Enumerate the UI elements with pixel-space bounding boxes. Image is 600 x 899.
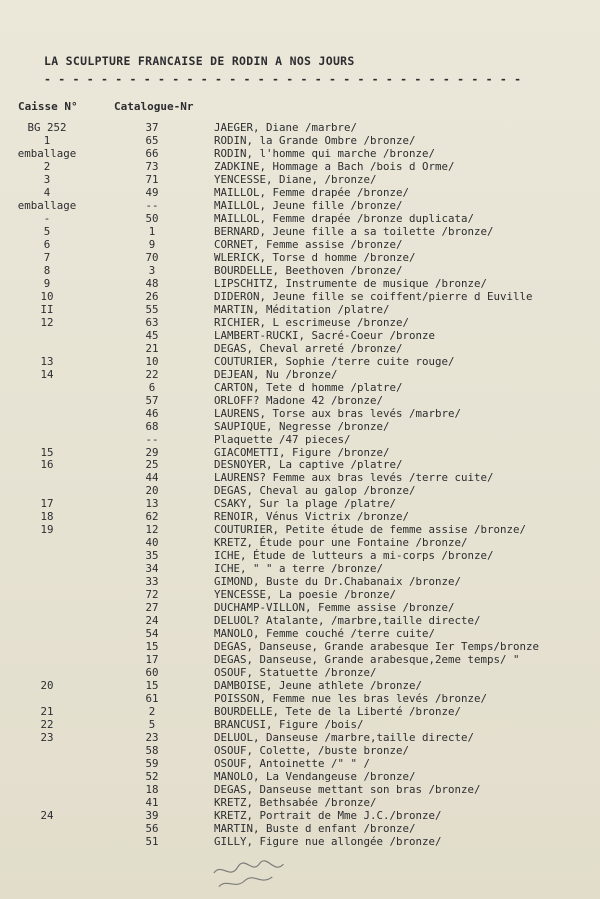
catalogue-number: 5 — [148, 718, 156, 732]
artwork-description: ORLOFF? Madone 42 /bronze/ — [214, 393, 384, 407]
catalogue-number: 2 — [148, 705, 156, 719]
caisse-number: 7 — [43, 250, 51, 264]
caisse-number: 12 — [40, 315, 54, 329]
table-row — [0, 355, 600, 368]
table-row — [0, 277, 600, 290]
table-row — [0, 666, 600, 679]
catalogue-number: 61 — [145, 692, 159, 706]
table-row — [0, 368, 600, 381]
artwork-description: KRETZ, Portrait de Mme J.C./bronze/ — [214, 808, 442, 822]
artwork-description: CSAKY, Sur la plage /platre/ — [214, 497, 397, 511]
artwork-description: GILLY, Figure nue allongée /bronze/ — [214, 834, 442, 848]
artwork-description: BOURDELLE, Tete de la Liberté /bronze/ — [214, 705, 462, 719]
artwork-description: RODIN, l'homme qui marche /bronze/ — [214, 146, 436, 160]
catalogue-number: 29 — [145, 445, 159, 459]
catalogue-number: 40 — [145, 536, 159, 550]
caisse-number: 20 — [40, 679, 54, 693]
caisse-number: emballage — [17, 146, 77, 160]
table-row — [0, 160, 600, 173]
artwork-description: ICHE, " " a terre /bronze/ — [214, 562, 384, 576]
table-row — [0, 718, 600, 731]
catalogue-number: 46 — [145, 406, 159, 420]
artwork-description: CORNET, Femme assise /bronze/ — [214, 237, 403, 251]
table-row — [0, 433, 600, 446]
artwork-description: DELUOL? Atalante, /marbre,taille directe/ — [214, 614, 481, 628]
catalogue-number: 63 — [145, 315, 159, 329]
artwork-description: BERNARD, Jeune fille a sa toilette /bronze/ — [214, 224, 494, 238]
caisse-number: emballage — [17, 198, 77, 212]
artwork-description: Plaquette /47 pieces/ — [214, 432, 351, 446]
artwork-description: DUCHAMP-VILLON, Femme assise /bronze/ — [214, 601, 455, 615]
catalogue-number: 57 — [145, 393, 159, 407]
catalogue-number: 59 — [145, 757, 159, 771]
artwork-description: BOURDELLE, Beethoven /bronze/ — [214, 263, 403, 277]
handwritten-signature — [211, 853, 303, 893]
caisse-number: 10 — [40, 289, 54, 303]
catalogue-number: 35 — [145, 549, 159, 563]
caisse-number: II — [40, 302, 54, 316]
catalogue-number: 71 — [145, 172, 159, 186]
table-row — [0, 394, 600, 407]
catalogue-number: -- — [145, 432, 159, 446]
caisse-number: 24 — [40, 808, 54, 822]
table-row — [0, 835, 600, 848]
catalogue-number: 56 — [145, 821, 159, 835]
catalogue-number: 27 — [145, 601, 159, 615]
table-row — [0, 303, 600, 316]
table-row — [0, 679, 600, 692]
caisse-number: 13 — [40, 354, 54, 368]
caisse-number: 8 — [43, 263, 51, 277]
catalogue-number: 24 — [145, 614, 159, 628]
table-row — [0, 796, 600, 809]
catalogue-number: 3 — [148, 263, 156, 277]
catalogue-number: 66 — [145, 146, 159, 160]
caisse-number: - — [43, 211, 51, 225]
catalogue-number: 10 — [145, 354, 159, 368]
artwork-description: DIDERON, Jeune fille se coiffent/pierre d Euville — [214, 289, 533, 303]
catalogue-number: 72 — [145, 588, 159, 602]
caisse-number: 4 — [43, 185, 51, 199]
artwork-description: COUTURIER, Petite étude de femme assise /bronze/ — [214, 523, 527, 537]
table-row — [0, 770, 600, 783]
artwork-description: POISSON, Femme nue les bras levés /bronze/ — [214, 692, 488, 706]
artwork-description: DEGAS, Danseuse mettant son bras /bronze/ — [214, 782, 481, 796]
table-row — [0, 446, 600, 459]
catalogue-number: 70 — [145, 250, 159, 264]
artwork-description: MANOLO, Femme couché /terre cuite/ — [214, 627, 436, 641]
caisse-number: 21 — [40, 705, 54, 719]
artwork-description: DEGAS, Cheval au galop /bronze/ — [214, 484, 416, 498]
catalogue-number: 6 — [148, 380, 156, 394]
catalogue-number: 45 — [145, 328, 159, 342]
table-row — [0, 549, 600, 562]
catalogue-number: 12 — [145, 523, 159, 537]
caisse-number: 3 — [43, 172, 51, 186]
table-row — [0, 705, 600, 718]
catalogue-number: 9 — [148, 237, 156, 251]
catalogue-number: 21 — [145, 341, 159, 355]
table-row — [0, 173, 600, 186]
table-row — [0, 575, 600, 588]
artwork-description: BRANCUSI, Figure /bois/ — [214, 718, 364, 732]
table-row — [0, 484, 600, 497]
artwork-description: SAUPIQUE, Negresse /bronze/ — [214, 419, 390, 433]
caisse-number: 6 — [43, 237, 51, 251]
title-underline: - - - - - - - - - - - - - - - - - - - - - - - - - - - - - - - - - - — [44, 72, 522, 86]
table-row — [0, 199, 600, 212]
caisse-number: 15 — [40, 445, 54, 459]
artwork-description: MANOLO, La Vendangeuse /bronze/ — [214, 770, 416, 783]
caisse-number: 5 — [43, 224, 51, 238]
caisse-number: 2 — [43, 159, 51, 173]
table-row — [0, 497, 600, 510]
artwork-description: GIACOMETTI, Figure /bronze/ — [214, 445, 390, 459]
catalogue-number: 33 — [145, 575, 159, 589]
catalogue-number: 18 — [145, 782, 159, 796]
artwork-description: COUTURIER, Sophie /terre cuite rouge/ — [214, 354, 455, 368]
caisse-number: 22 — [40, 718, 54, 732]
artwork-description: GIMOND, Buste du Dr.Chabanaix /bronze/ — [214, 575, 462, 589]
caisse-number: 1 — [43, 133, 51, 147]
artwork-description: KRETZ, Étude pour une Fontaine /bronze/ — [214, 536, 468, 550]
table-row — [0, 692, 600, 705]
artwork-description: DAMBOISE, Jeune athlete /bronze/ — [214, 679, 423, 693]
caisse-number: 23 — [40, 731, 54, 745]
artwork-description: RICHIER, L escrimeuse /bronze/ — [214, 315, 410, 329]
catalogue-number: 49 — [145, 185, 159, 199]
table-row — [0, 147, 600, 160]
artwork-description: DESNOYER, La captive /platre/ — [214, 458, 403, 472]
catalogue-number: 62 — [145, 510, 159, 524]
table-row — [0, 251, 600, 264]
artwork-description: MAILLOL, Femme drapée /bronze duplicata/ — [214, 211, 475, 225]
catalogue-number: 15 — [145, 679, 159, 693]
table-row — [0, 822, 600, 835]
artwork-description: DELUOL, Danseuse /marbre,taille directe/ — [214, 731, 475, 745]
artwork-description: MAILLOL, Femme drapée /bronze/ — [214, 185, 410, 199]
table-row — [0, 407, 600, 420]
table-row — [0, 420, 600, 433]
artwork-description: OSOUF, Statuette /bronze/ — [214, 666, 377, 680]
artwork-description: MARTIN, Buste d enfant /bronze/ — [214, 821, 416, 835]
artwork-description: LAMBERT-RUCKI, Sacré-Coeur /bronze — [214, 328, 436, 342]
table-row — [0, 471, 600, 484]
caisse-number: 19 — [40, 523, 54, 537]
artwork-description: LAURENS, Torse aux bras levés /marbre/ — [214, 406, 462, 420]
catalogue-number: -- — [145, 198, 159, 212]
table-row — [0, 316, 600, 329]
catalogue-number: 22 — [145, 367, 159, 381]
table-row — [0, 290, 600, 303]
artwork-description: CARTON, Tete d homme /platre/ — [214, 380, 403, 394]
catalogue-number: 52 — [145, 770, 159, 783]
table-row — [0, 757, 600, 770]
catalogue-number: 41 — [145, 795, 159, 809]
table-row — [0, 588, 600, 601]
header-caisse: Caisse N° — [18, 100, 78, 113]
catalogue-number: 60 — [145, 666, 159, 680]
table-row — [0, 744, 600, 757]
catalogue-number: 73 — [145, 159, 159, 173]
table-row — [0, 731, 600, 744]
catalogue-number: 20 — [145, 484, 159, 498]
table-row — [0, 264, 600, 277]
catalogue-number: 68 — [145, 419, 159, 433]
table-row — [0, 809, 600, 822]
artwork-description: OSOUF, Antoinette /" " / — [214, 757, 371, 771]
artwork-description: ZADKINE, Hommage a Bach /bois d Orme/ — [214, 159, 455, 173]
catalogue-number: 17 — [145, 653, 159, 667]
catalogue-number: 26 — [145, 289, 159, 303]
artwork-description: DEGAS, Cheval arreté /bronze/ — [214, 341, 403, 355]
table-row — [0, 523, 600, 536]
table-row — [0, 640, 600, 653]
table-row — [0, 536, 600, 549]
table-row — [0, 121, 600, 134]
table-row — [0, 614, 600, 627]
header-catalogue: Catalogue-Nr — [114, 100, 194, 113]
artwork-description: JAEGER, Diane /marbre/ — [214, 121, 358, 134]
artwork-description: YENCESSE, La poesie /bronze/ — [214, 588, 397, 602]
caisse-number: BG 252 — [27, 121, 67, 134]
artwork-description: DEGAS, Danseuse, Grande arabesque,2eme temps/ " — [214, 653, 520, 667]
catalogue-number: 50 — [145, 211, 159, 225]
catalogue-number: 44 — [145, 471, 159, 485]
table-row — [0, 510, 600, 523]
table-row — [0, 381, 600, 394]
catalogue-number: 25 — [145, 458, 159, 472]
table-row — [0, 238, 600, 251]
artwork-description: ICHE, Étude de lutteurs a mi-corps /bronze/ — [214, 549, 494, 563]
table-row — [0, 225, 600, 238]
catalogue-number: 58 — [145, 744, 159, 758]
caisse-number: 14 — [40, 367, 54, 381]
table-row — [0, 186, 600, 199]
catalogue-number: 1 — [148, 224, 156, 238]
catalogue-number: 37 — [145, 121, 159, 134]
artwork-description: DEGAS, Danseuse, Grande arabesque Ier Temps/bronze — [214, 640, 540, 654]
caisse-number: 16 — [40, 458, 54, 472]
artwork-description: KRETZ, Bethsabée /bronze/ — [214, 795, 377, 809]
catalogue-number: 39 — [145, 808, 159, 822]
caisse-number: 18 — [40, 510, 54, 524]
catalogue-number: 23 — [145, 731, 159, 745]
catalogue-number: 48 — [145, 276, 159, 290]
catalogue-number: 51 — [145, 834, 159, 848]
table-row — [0, 458, 600, 471]
table-row — [0, 329, 600, 342]
caisse-number: 9 — [43, 276, 51, 290]
artwork-description: RENOIR, Vénus Victrix /bronze/ — [214, 510, 410, 524]
catalogue-number: 34 — [145, 562, 159, 576]
table-row — [0, 342, 600, 355]
catalogue-number: 65 — [145, 133, 159, 147]
table-row — [0, 134, 600, 147]
table-row — [0, 562, 600, 575]
document-title: LA SCULPTURE FRANCAISE DE RODIN A NOS JOURS — [44, 54, 355, 68]
artwork-description: RODIN, la Grande Ombre /bronze/ — [214, 133, 416, 147]
table-row — [0, 627, 600, 640]
artwork-description: MARTIN, Méditation /platre/ — [214, 302, 390, 316]
artwork-description: OSOUF, Colette, /buste bronze/ — [214, 744, 410, 758]
table-row — [0, 783, 600, 796]
artwork-description: DEJEAN, Nu /bronze/ — [214, 367, 338, 381]
artwork-description: YENCESSE, Diane, /bronze/ — [214, 172, 377, 186]
caisse-number: 17 — [40, 497, 54, 511]
catalogue-number: 55 — [145, 302, 159, 316]
artwork-description: LIPSCHITZ, Instrumente de musique /bronze/ — [214, 276, 488, 290]
table-row — [0, 601, 600, 614]
catalogue-number: 13 — [145, 497, 159, 511]
catalogue-number: 15 — [145, 640, 159, 654]
table-row — [0, 653, 600, 666]
artwork-description: MAILLOL, Jeune fille /bronze/ — [214, 198, 403, 212]
artwork-description: LAURENS? Femme aux bras levés /terre cuite/ — [214, 471, 494, 485]
artwork-description: WLERICK, Torse d homme /bronze/ — [214, 250, 416, 264]
table-row — [0, 212, 600, 225]
catalogue-number: 54 — [145, 627, 159, 641]
